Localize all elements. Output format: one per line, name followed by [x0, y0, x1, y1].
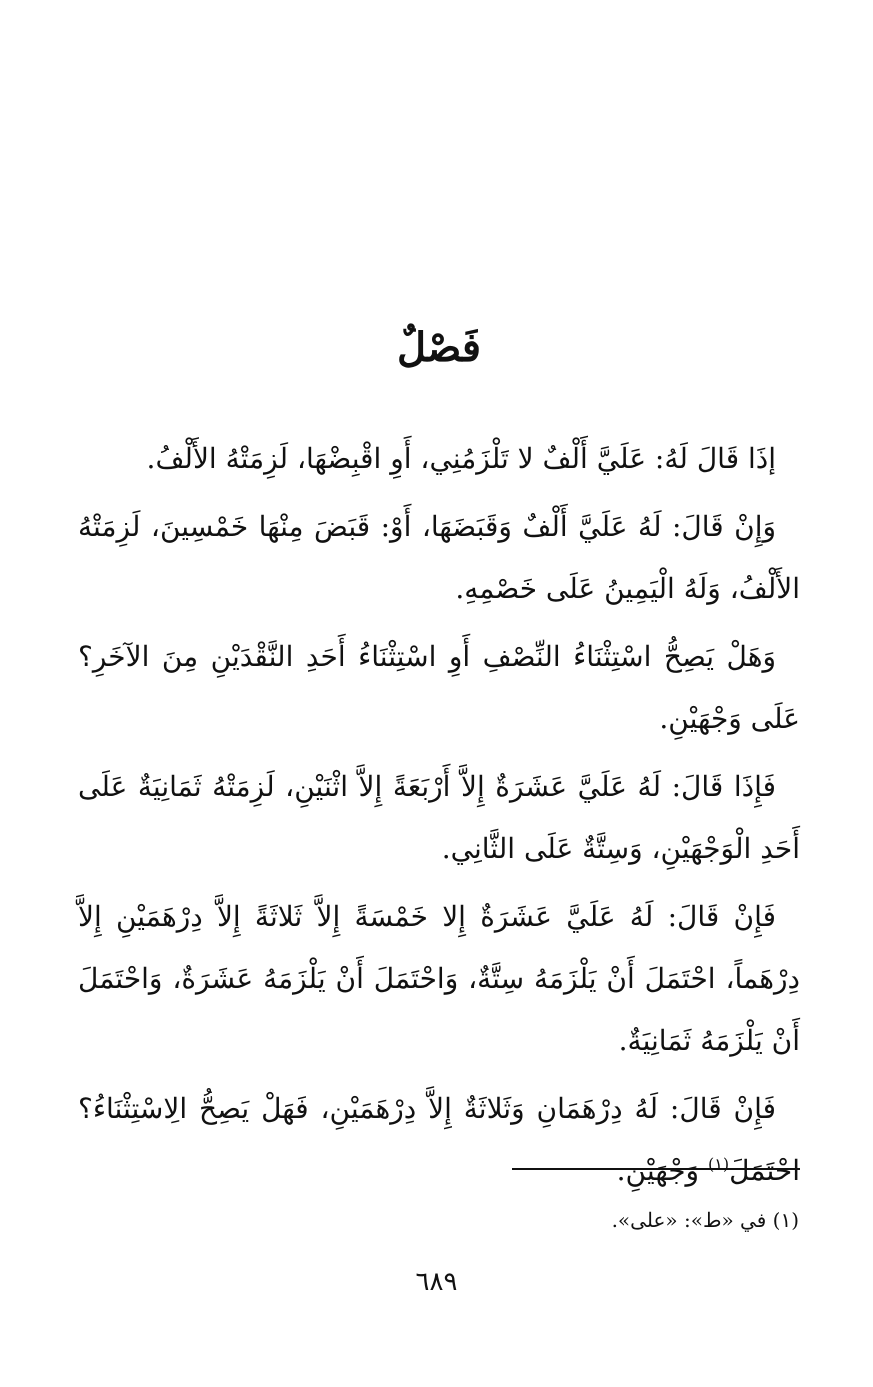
footnote: (١) في «ط»: «على». — [611, 1208, 799, 1232]
main-text — [78, 318, 800, 1208]
paragraph-1: إذَا قَالَ لَهُ: عَلَيَّ أَلْفٌ لا تَلْزَمُنِي، أَوِ اقْبِضْهَا، لَزِمَتْهُ الأَلْفُ. — [146, 442, 776, 475]
paragraph-6 — [78, 1078, 800, 1202]
paragraph-3: وَهَلْ يَصِحُّ اسْتِثْنَاءُ النِّصْفِ أَوِ اسْتِثْنَاءُ أَحَدِ النَّقْدَيْنِ مِنَ الآخَرِ؟ عَلَى وَجْهَيْنِ. — [78, 640, 800, 735]
page-number: ٦٨٩ — [415, 1267, 458, 1297]
paragraph-2: وَإِنْ قَالَ: لَهُ عَلَيَّ أَلْفٌ وَقَبَضَهَا، أَوْ: قَبَضَ مِنْهَا خَمْسِينَ، لَزِمَتْهُ الأَلْفُ، وَلَهُ الْيَمِينُ عَلَى خَصْمِهِ. — [78, 510, 800, 605]
paragraph-4: فَإِذَا قَالَ: لَهُ عَلَيَّ عَشَرَةٌ إِلاَّ أَرْبَعَةً إِلاَّ اثْنَيْنِ، لَزِمَتْهُ ثَمَانِيَةٌ عَلَى أَحَدِ الْوَجْهَيْنِ، وَسِتَّةٌ عَلَى الثَّانِي. — [78, 770, 800, 865]
paragraph-6-text: فَإِنْ قَالَ: لَهُ دِرْهَمَانِ وَثَلاثَةٌ إِلاَّ دِرْهَمَيْنِ، فَهَلْ يَصِحُّ الِاسْتِثْنَاءُ؟ احْتَمَلَ — [78, 1092, 800, 1187]
footnote-divider — [512, 1168, 800, 1170]
paragraph-5: فَإِنْ قَالَ: لَهُ عَلَيَّ عَشَرَةٌ إِلا خَمْسَةً إِلاَّ ثَلاثَةً إِلاَّ دِرْهَمَيْنِ إِلاَّ دِرْهَماً، احْتَمَلَ أَنْ يَلْزَمَهُ سِتَّةٌ، وَاحْتَمَلَ أَنْ يَلْزَمَهُ عَشَرَةٌ، وَاحْتَمَلَ أَنْ يَلْزَمَهُ ثَمَانِيَةٌ. — [78, 900, 800, 1057]
paragraph-6-end: وَجْهَيْنِ. — [616, 1154, 708, 1187]
footnote-reference[interactable]: (١) — [707, 1154, 730, 1174]
section-title: فَصْلٌ — [396, 324, 482, 371]
